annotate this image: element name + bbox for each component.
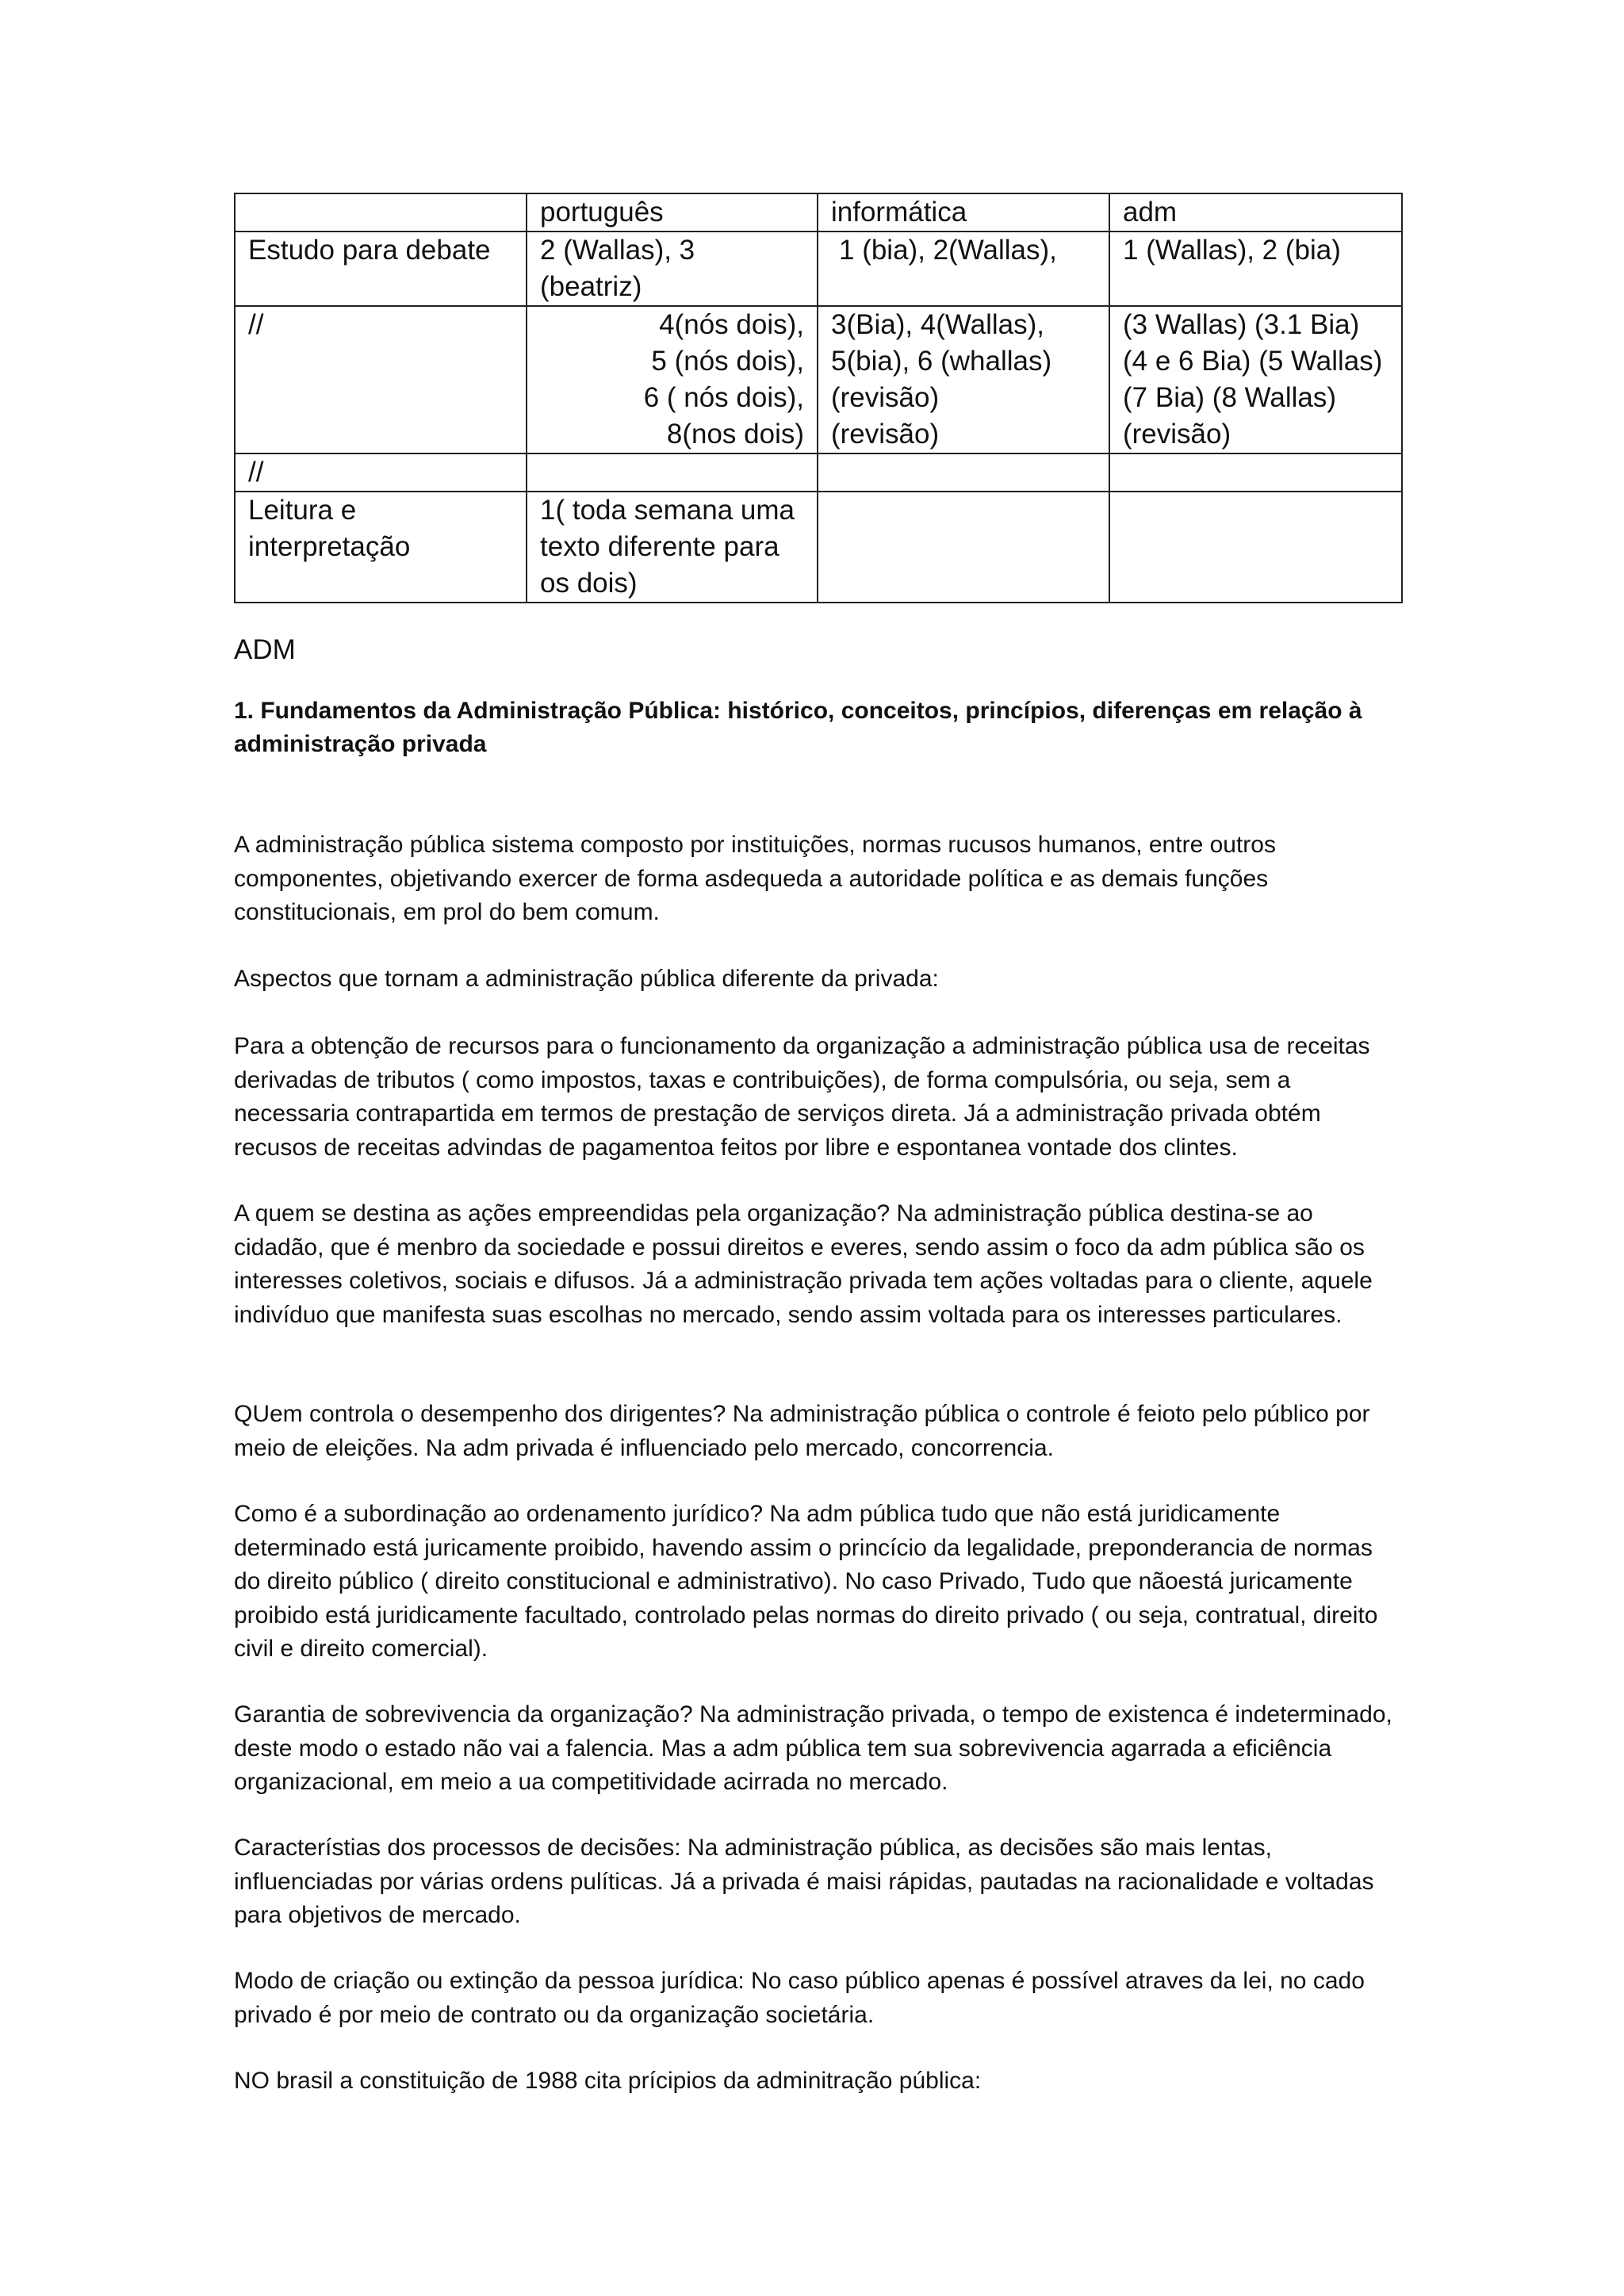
study-schedule-table [234, 193, 1403, 603]
table-cell [527, 306, 818, 453]
table-cell [527, 453, 818, 492]
row-label: // [235, 306, 527, 453]
table-cell [527, 492, 818, 603]
header-empty-cell [235, 193, 527, 232]
header-adm: adm [1109, 193, 1402, 232]
paragraph-creation: Modo de criação ou extinção da pessoa jurídica: No caso público apenas é possível atraves da lei, no cado privado é por meio de contrato ou da organização societária. [234, 1968, 1365, 2028]
cell-line: (4 e 6 Bia) (5 Wallas) [1123, 346, 1383, 377]
cell-line: 5(bia), 6 (whallas) [831, 346, 1052, 377]
paragraph-constitution: NO brasil a constituição de 1988 cita prícipios da adminitração pública: [234, 2068, 982, 2094]
paragraph-decisions: Característias dos processos de decisões: Na administração pública, as decisões são mais lentas, influenciadas por várias ordens pulíticas. Já a privada é maisi rápidas, pautadas na racionalidade e voltadas para objetivos de mercado. [234, 1835, 1374, 1928]
paragraph-aspects-intro: Aspectos que tornam a administração pública diferente da privada: [234, 966, 939, 992]
table-cell [1109, 453, 1402, 492]
paragraph-control: QUem controla o desempenho dos dirigentes? Na administração pública o controle é feioto pelo público por meio de eleições. Na adm privada é influenciado pelo mercado, concorrencia. [234, 1401, 1370, 1461]
header-portugues: português [527, 193, 818, 232]
cell-line: 3(Bia), 4(Wallas), [831, 309, 1045, 340]
table-cell [818, 306, 1109, 453]
row-label: Estudo para debate [235, 232, 527, 306]
table-row [235, 306, 1402, 453]
table-cell: 2 (Wallas), 3 (beatriz) [527, 232, 818, 306]
table-row [235, 232, 1402, 306]
table-cell [1109, 306, 1402, 453]
cell-line: 5 (nós dois), [651, 346, 804, 377]
cell-line: texto diferente para [540, 531, 779, 562]
paragraph-legal-order: Como é a subordinação ao ordenamento jurídico? Na adm pública tudo que não está juridicamente determinado está juricamente proibido, havendo assim o princício da legalidade, preponderancia de normas do direito público ( direito constitucional e administrativo). No caso Privado, Tudo que nãoestá juricamente proibido está juridicamente facultado, controlado pelas normas do direito privado ( ou seja, contratual, direito civil e direito comercial). [234, 1501, 1378, 1662]
row-label [235, 492, 527, 603]
table-cell: 1 (bia), 2(Wallas), [818, 232, 1109, 306]
table-header-row [235, 193, 1402, 232]
table-row [235, 453, 1402, 492]
cell-line: (3 Wallas) (3.1 Bia) [1123, 309, 1360, 340]
cell-line: (revisão) [831, 382, 940, 413]
table-cell [818, 492, 1109, 603]
cell-line: interpretação [248, 531, 411, 562]
cell-line: 1( toda semana uma [540, 495, 795, 526]
table-cell [818, 453, 1109, 492]
paragraph-definition: A administração pública sistema composto por instituições, normas rucusos humanos, entre outros componentes, objetivando exercer de forma asdequeda a autoridade política e as demais funções constitucionais, em prol do bem comum. [234, 832, 1276, 925]
cell-line: 6 ( nós dois), [643, 382, 804, 413]
cell-line: (7 Bia) (8 Wallas) [1123, 382, 1337, 413]
paragraph-resources: Para a obtenção de recursos para o funcionamento da organização a administração pública usa de receitas derivadas de tributos ( como impostos, taxas e contribuições), de forma compulsória, ou seja, sem a necessaria contrapartida em termos de prestação de serviços direta. Já a administração privada obtém recusos de receitas advindas de pagamentoa feitos por libre e espontanea vontade dos clintes. [234, 1033, 1370, 1161]
row-label: // [235, 453, 527, 492]
header-informatica: informática [818, 193, 1109, 232]
adm-heading: ADM [234, 634, 296, 665]
cell-line: 4(nós dois), [659, 309, 804, 340]
cell-line: (revisão) [831, 419, 940, 450]
table-cell [1109, 492, 1402, 603]
paragraph-recipients: A quem se destina as ações empreendidas pela organização? Na administração pública destina-se ao cidadão, que é menbro da sociedade e possui direitos e everes, sendo assim o foco da adm pública são os interesses coletivos, sociais e difusos. Já a administração privada tem ações voltadas para o cliente, aquele indivíduo que manifesta suas escolhas no mercado, sendo assim voltada para os interesses particulares. [234, 1200, 1373, 1328]
table-cell: 1 (Wallas), 2 (bia) [1109, 232, 1402, 306]
table-row [235, 492, 1402, 603]
cell-line: Leitura e [248, 495, 357, 526]
paragraph-survival: Garantia de sobrevivencia da organização? Na administração privada, o tempo de existenca é indeterminado, deste modo o estado não vai a falencia. Mas a adm pública tem sua sobrevivencia agarrada a eficiência organizacional, em meio a ua competitividade acirrada no mercado. [234, 1701, 1392, 1795]
cell-line: 8(nos dois) [666, 419, 804, 450]
section-title: 1. Fundamentos da Administração Pública: histórico, conceitos, princípios, diferenças em relação à administração privada [234, 698, 1362, 757]
cell-line: (revisão) [1123, 419, 1231, 450]
cell-line: os dois) [540, 568, 638, 599]
